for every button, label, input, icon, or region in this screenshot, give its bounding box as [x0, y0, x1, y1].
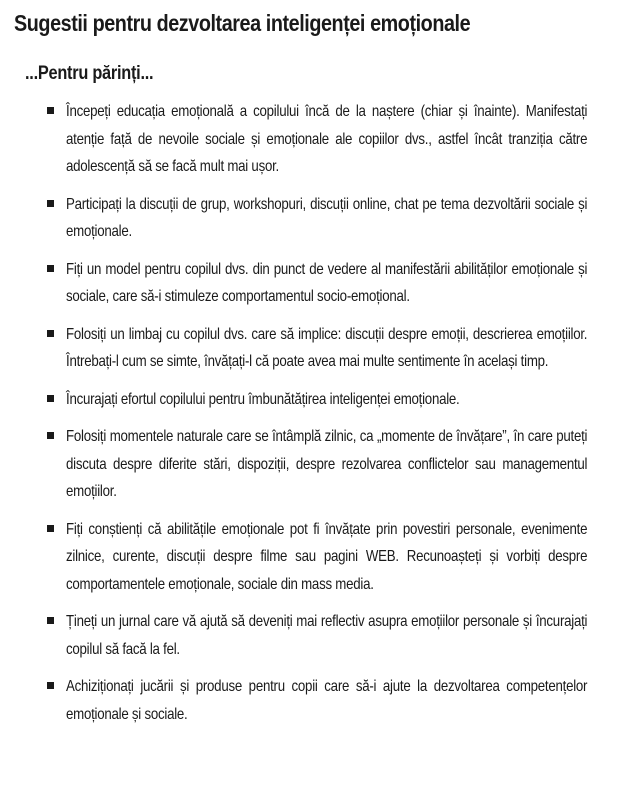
section-subtitle: ...Pentru părinți...	[25, 63, 154, 84]
page-title: Sugestii pentru dezvoltarea inteligenței emoționale	[14, 10, 471, 36]
square-bullet-icon	[47, 107, 54, 114]
square-bullet-icon	[47, 525, 54, 532]
list-item-text: Încurajați efortul copilului pentru îmbunătățirea inteligenței emoționale.	[66, 390, 460, 408]
list-item	[0, 256, 623, 311]
list-item-text: Fiți un model pentru copilul dvs. din punct de vedere al manifestării abilităților emoționale și sociale, care să-i stimuleze comportamentul socio-emoțional.	[66, 260, 588, 305]
list-item-text: Țineți un jurnal care vă ajută să deveniți mai reflectiv asupra emoțiilor personale și încurajați copilul să facă la fel.	[66, 613, 588, 658]
suggestion-list	[0, 98, 623, 738]
list-item	[0, 423, 623, 506]
list-item	[0, 386, 623, 414]
list-item	[0, 98, 623, 181]
list-item-text: Începeți educația emoțională a copilului încă de la naștere (chiar și înainte). Manifestați atenție față de nevoile sociale și emoționale ale copiilor dvs., astfel încât tranziția către adolescență să se facă mult mai ușor.	[66, 103, 588, 175]
square-bullet-icon	[47, 265, 54, 272]
square-bullet-icon	[47, 682, 54, 689]
list-item-text: Fiți conștienți că abilitățile emoționale pot fi învățate prin povestiri personale, evenimente zilnice, curente, discuții despre filme sau pagini WEB. Recunoașteți și vorbiți despre comportamentele emoționale, sociale din mass media.	[66, 520, 588, 593]
square-bullet-icon	[47, 330, 54, 337]
square-bullet-icon	[47, 200, 54, 207]
square-bullet-icon	[47, 617, 54, 624]
list-item-text: Folosiți un limbaj cu copilul dvs. care să implice: discuții despre emoții, descrierea emoțiilor. Întrebați-l cum se simte, învățați-l că poate avea mai multe sentimente în același timp.	[66, 325, 588, 370]
list-item-text: Participați la discuții de grup, workshopuri, discuții online, chat pe tema dezvoltării sociale și emoționale.	[66, 195, 588, 240]
list-item	[0, 673, 623, 728]
list-item	[0, 608, 623, 663]
list-item	[0, 191, 623, 246]
square-bullet-icon	[47, 432, 54, 439]
square-bullet-icon	[47, 395, 54, 402]
list-item-text: Achiziționați jucării și produse pentru copii care să-i ajute la dezvoltarea competențelor emoționale și sociale.	[66, 678, 588, 723]
list-item	[0, 516, 623, 599]
list-item-text: Folosiți momentele naturale care se întâmplă zilnic, ca „momente de învățare”, în care puteți discuta despre diferite stări, dispoziții, despre rezolvarea conflictelor sau managementul emoțiilor.	[66, 428, 588, 500]
list-item	[0, 321, 623, 376]
